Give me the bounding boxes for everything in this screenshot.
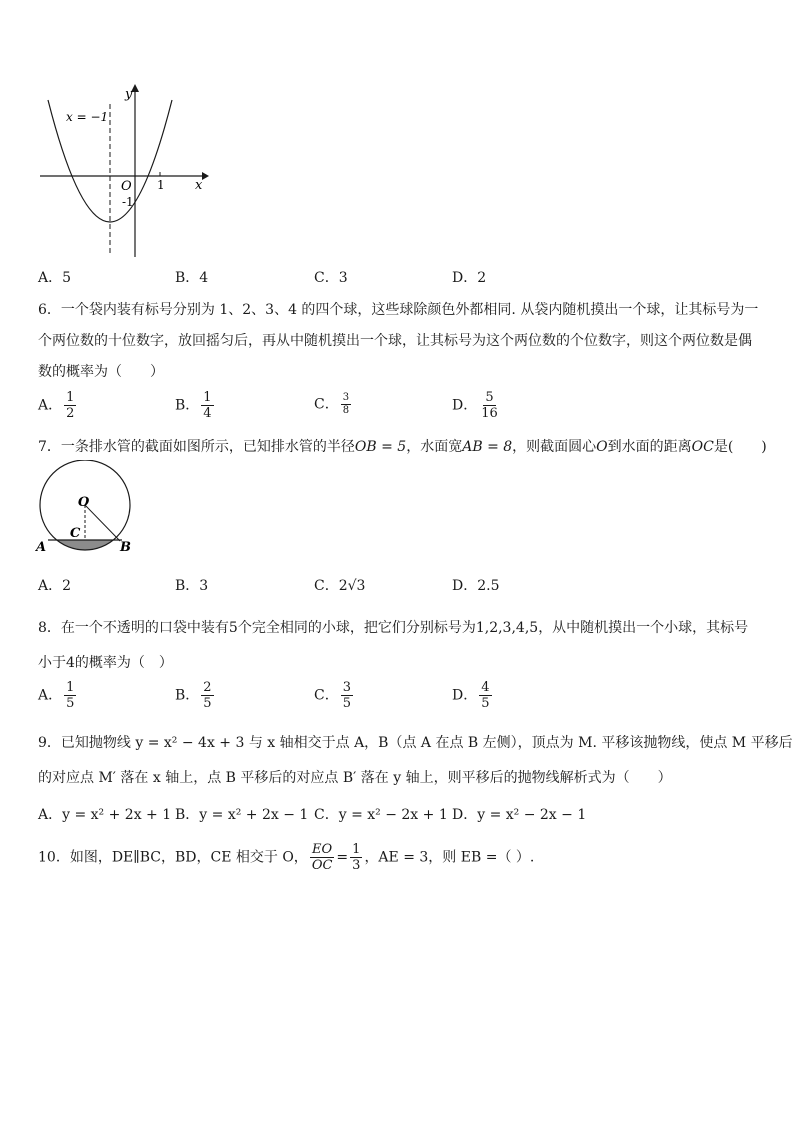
radius-ob <box>85 505 120 541</box>
numerator: 4 <box>481 680 490 695</box>
q6-option-a <box>38 390 78 421</box>
q7-text-b: ，水面宽 <box>406 439 463 455</box>
q7-ab: AB = 8 <box>462 439 513 455</box>
q6-option-d <box>452 390 502 421</box>
q6-option-a-label: A． <box>38 397 63 414</box>
tick-neg1-label: -1 <box>122 195 134 209</box>
q7-text-e: 是( ) <box>713 439 767 455</box>
numerator: EO <box>312 842 333 857</box>
q9-option-b: B．y = x² + 2x − 1 <box>175 807 309 823</box>
axis-line-label: x = −1 <box>66 110 109 124</box>
q8-text-d: 小于 <box>38 655 66 671</box>
q8-line-1 <box>38 618 748 638</box>
q8-five: 5 <box>228 620 238 636</box>
q8-option-a-label: A． <box>38 687 63 704</box>
q7-text-c: ，则截面圆心 <box>512 439 597 455</box>
q9-line-1: 9．已知抛物线 y = x² − 4x + 3 与 x 轴相交于点 A，B（点 A 在点 B 左侧），顶点为 M. 平移该抛物线，使点 M 平移后 <box>38 735 793 751</box>
q5-option-a: A．5 <box>38 270 72 286</box>
x-axis-arrow <box>202 172 209 180</box>
label-c: C <box>70 526 81 541</box>
q10-text-a: 10．如图，DE∥BC，BD，CE 相交于 O， <box>38 849 308 866</box>
q7-o: O <box>596 439 608 455</box>
q6-option-a-fraction <box>64 390 76 421</box>
q5-option-b: B．4 <box>175 270 209 286</box>
denominator: 4 <box>203 406 212 421</box>
denominator: 2 <box>66 406 75 421</box>
q8-text-c: ，从中随机摸出一个小球，其标号 <box>538 620 749 636</box>
q5-option-d: D．2 <box>452 270 487 286</box>
q6-option-c-fraction <box>341 392 351 417</box>
label-o: O <box>78 495 90 510</box>
q9-option-a: A．y = x² + 2x + 1 <box>38 807 172 823</box>
q6-option-c <box>314 392 353 417</box>
q7-line-1 <box>38 437 767 457</box>
q8-option-c-fraction <box>341 680 353 711</box>
q8-option-a <box>38 680 78 711</box>
denominator: 5 <box>342 696 351 711</box>
denominator: 3 <box>352 858 361 873</box>
q10-line-1 <box>38 842 534 873</box>
q6-option-d-fraction <box>479 390 500 421</box>
q7-option-a: A．2 <box>38 578 72 594</box>
q10-text-b: ，AE = 3，则 EB =（ ）. <box>364 849 535 866</box>
numerator: 5 <box>485 390 494 405</box>
numerator: 1 <box>66 390 75 405</box>
q8-text-b: 个完全相同的小球，把它们分别标号为 <box>237 620 476 636</box>
q8-nums: 1,2,3,4,5 <box>475 620 539 636</box>
denominator: 5 <box>66 696 75 711</box>
q10-equals: = <box>336 849 349 866</box>
q9-option-d: D．y = x² − 2x − 1 <box>452 807 587 823</box>
denominator: 8 <box>342 405 350 416</box>
q6-option-c-label: C． <box>314 396 339 413</box>
q7-text-d: 到水面的距离 <box>607 439 692 455</box>
q7-option-b: B．3 <box>175 578 209 594</box>
q6-option-b <box>175 390 216 421</box>
denominator: 5 <box>481 696 490 711</box>
q7-text-a: 7．一条排水管的截面如图所示，已知排水管的半径 <box>38 439 355 455</box>
q8-line-2 <box>38 653 173 673</box>
numerator: 1 <box>203 390 212 405</box>
q8-option-c-label: C． <box>314 687 339 704</box>
q6-line-1: 6．一个袋内装有标号分别为 1、2、3、4 的四个球，这些球除颜色外都相同. 从袋内随机摸出一个球，让其标号为一 <box>38 302 759 318</box>
q8-text-e: 的概率为（ ） <box>74 655 173 671</box>
q8-option-b-fraction <box>201 680 213 711</box>
y-axis-label: y <box>125 87 133 102</box>
numerator: 2 <box>203 680 212 695</box>
q8-four: 4 <box>66 655 75 671</box>
q8-option-b-label: B． <box>175 687 200 704</box>
q7-option-c: C．2√3 <box>314 578 366 594</box>
q9-option-c: C．y = x² − 2x + 1 <box>314 807 448 823</box>
q9-line-2: 的对应点 M′ 落在 x 轴上，点 B 平移后的对应点 B′ 落在 y 轴上，则平移后的抛物线解析式为（ ） <box>38 770 672 786</box>
q8-option-a-fraction <box>64 680 76 711</box>
numerator: 3 <box>342 680 351 695</box>
numerator: 1 <box>352 842 361 857</box>
denominator: OC <box>311 858 333 873</box>
q8-option-d-fraction <box>479 680 491 711</box>
q8-option-d-label: D． <box>452 687 478 704</box>
origin-label: O <box>121 179 132 194</box>
x-axis-label: x <box>195 178 203 193</box>
q6-option-b-fraction <box>201 390 213 421</box>
q10-fraction-eo-oc <box>310 842 335 873</box>
q7-ob: OB = 5 <box>354 439 407 455</box>
numerator: 3 <box>342 392 350 403</box>
q6-option-d-label: D． <box>452 397 478 414</box>
pipe-cross-section-figure <box>34 460 138 560</box>
q7-oc: OC <box>691 439 714 455</box>
denominator: 16 <box>481 406 498 421</box>
parabola-graph <box>36 82 216 262</box>
q8-text-a: 8．在一个不透明的口袋中装有 <box>38 620 229 636</box>
q10-fraction-one-third <box>350 842 362 873</box>
q6-line-2: 个两位数的十位数字，放回摇匀后，再从中随机摸出一个球，让其标号为这个两位数的个位数字，则这个两位数是偶 <box>38 333 752 349</box>
q8-option-b <box>175 680 216 711</box>
q8-option-c <box>314 680 355 711</box>
tick-1-label: 1 <box>157 178 165 192</box>
numerator: 1 <box>66 680 75 695</box>
q5-option-c: C．3 <box>314 270 348 286</box>
q6-line-3: 数的概率为（ ） <box>38 364 164 380</box>
denominator: 5 <box>203 696 212 711</box>
label-b: B <box>120 540 131 555</box>
label-a: A <box>36 540 47 555</box>
q8-option-d <box>452 680 494 711</box>
q7-option-d: D．2.5 <box>452 578 500 594</box>
q6-option-b-label: B． <box>175 397 200 414</box>
